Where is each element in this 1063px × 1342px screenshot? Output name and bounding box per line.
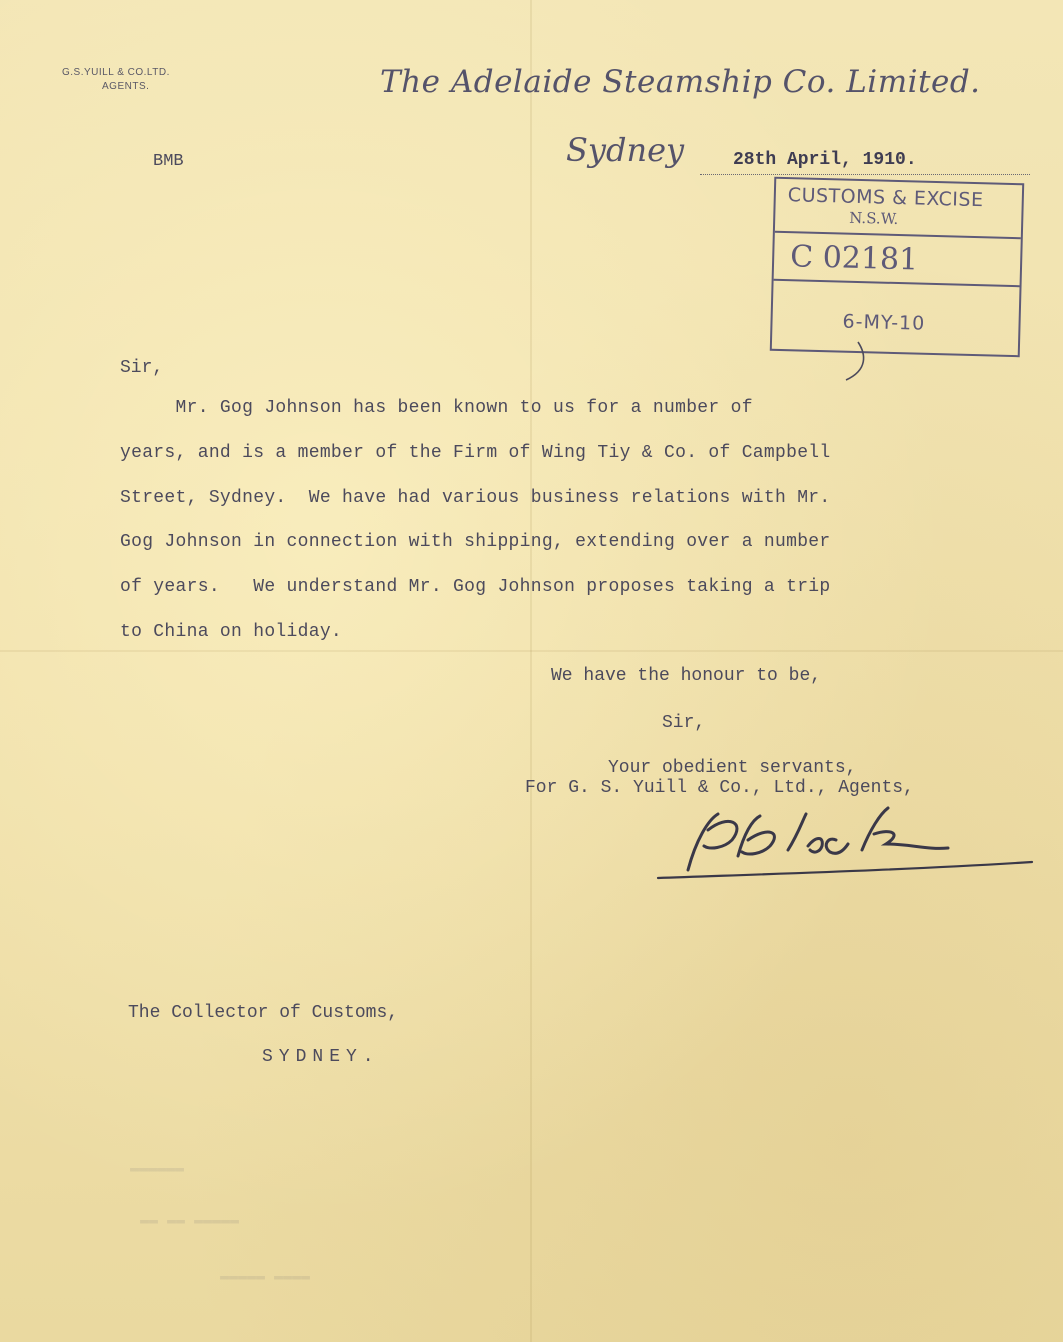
show-through-text: ▬▬▬▬▬▬ xyxy=(130,1160,185,1177)
agents-imprint-line2: AGENTS. xyxy=(102,81,150,92)
closing-line: We have the honour to be, xyxy=(551,666,822,686)
reference-initials: BMB xyxy=(153,152,184,171)
body-line: of years. We understand Mr. Gog Johnson proposes taking a trip xyxy=(120,577,831,597)
body-line: to China on holiday. xyxy=(120,622,343,642)
agents-imprint-line1: G.S.YUILL & CO.LTD. xyxy=(62,67,170,78)
body-line: Street, Sydney. We have had various business relations with Mr. xyxy=(120,488,831,508)
company-letterhead: The Adelaide Steamship Co. Limited. xyxy=(380,64,981,100)
body-line: Mr. Gog Johnson has been known to us for a number of xyxy=(120,398,753,418)
body-line: years, and is a member of the Firm of Wing Tiy & Co. of Campbell xyxy=(120,443,831,463)
date-rule xyxy=(700,174,1030,175)
letter-place: Sydney xyxy=(566,131,685,169)
addressee-line2: SYDNEY. xyxy=(262,1047,380,1067)
closing-firm: For G. S. Yuill & Co., Ltd., Agents, xyxy=(525,778,914,798)
stamp-date: 6-MY-10 xyxy=(842,310,926,335)
agents-imprint xyxy=(62,66,170,94)
show-through-text: ▬▬▬▬▬ ▬▬▬▬ xyxy=(220,1268,311,1285)
addressee-line1: The Collector of Customs, xyxy=(128,1003,399,1023)
handwritten-signature xyxy=(648,800,1038,890)
stamp-number: C 02181 xyxy=(789,239,919,278)
closing-servants: Your obedient servants, xyxy=(608,758,857,778)
stamp-title: CUSTOMS & EXCISE xyxy=(787,184,984,212)
stamp-subtitle: N.S.W. xyxy=(849,208,899,229)
show-through-text: ▬▬ ▬▬ ▬▬▬▬▬ xyxy=(140,1212,240,1229)
paper-fold-horizontal xyxy=(0,650,1063,652)
closing-sir: Sir, xyxy=(662,713,706,733)
body-line: Gog Johnson in connection with shipping, extending over a number xyxy=(120,532,831,552)
pen-mark-icon xyxy=(840,340,870,382)
paper-fold-vertical xyxy=(530,0,532,1342)
customs-stamp xyxy=(770,177,1024,357)
letter-date: 28th April, 1910. xyxy=(733,150,917,170)
salutation: Sir, xyxy=(120,358,164,378)
